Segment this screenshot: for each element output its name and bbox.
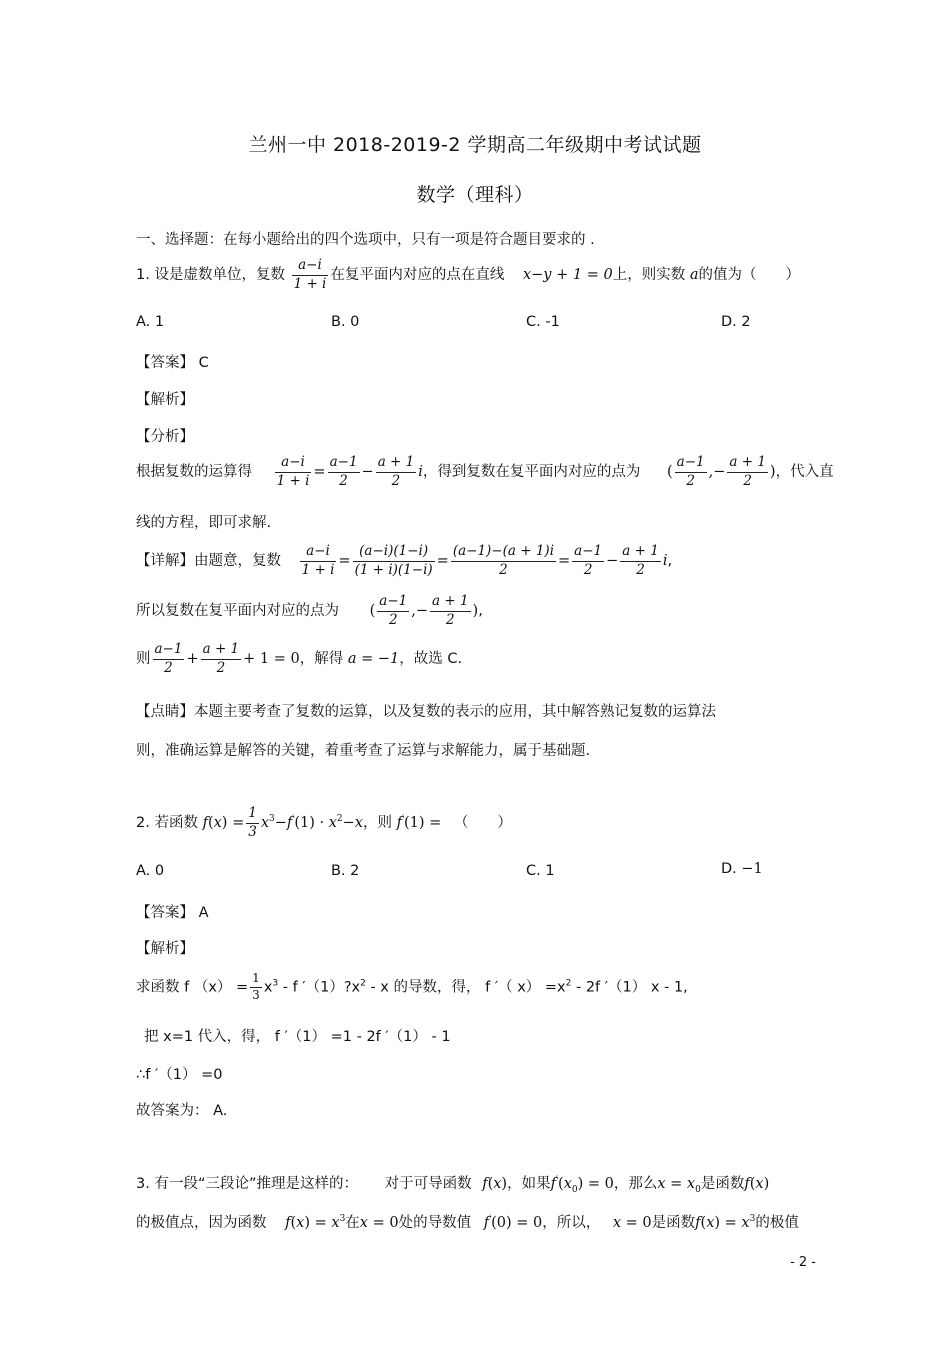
q1-fenxi-text: 根据复数的运算得 $\frac{a-i}{1 + i}$ = $\frac{a-1}{2}$ − $\frac{a + 1}{2}$ i，得到复数在复平面内对应的点为 ( $\frac{a-1}{2}$ ,− $\frac{a + 1}{2}$ )，代入直 [136, 454, 834, 489]
q2-solution-1: 求函数 f （x） = $\frac{1}{3}$ $x^3$ - f $'(1)?x^2$ - x 的导数，得， f ′（ $x) =x^2 - 2f$ ′（1） x - 1, [136, 971, 688, 1002]
q1-option-c: C. -1 [526, 314, 560, 330]
exam-subtitle: 数学（理科） [416, 184, 534, 206]
q1-analysis-label: 【解析】 [136, 392, 194, 408]
q1-remark-2: 则，准确运算是解答的关键，着重考查了运算与求解能力，属于基础题. [136, 743, 591, 759]
q1-answer: 【答案】 C [136, 355, 209, 371]
q2-option-b: B. 2 [331, 863, 360, 879]
q1-fenxi-text-2: 线的方程，即可求解. [136, 515, 272, 531]
q2-solution-4: 故答案为： A. [136, 1103, 228, 1119]
q1-option-d: D. 2 [721, 314, 751, 330]
question-2-stem: 2. 若函数 f(x) = $\frac{1}{3}$ $x^3-f'(1) \cdot x^2-x$，则 f′(1) = （ ） [136, 805, 512, 840]
question-3-line-2: 的极值点，因为函数 $f(x) = x^3$在x = 0处的导数值 f′(0) = 0，所以， x = 0是函数$f(x) = x^3$的极值 [136, 1214, 799, 1231]
q1-point: 所以复数在复平面内对应的点为 ( $\frac{a-1}{2}$ ,− $\frac{a + 1}{2}$ ), [136, 593, 483, 628]
q1-detail: 【详解】由题意，复数 $\frac{a-i}{1 + i}$ = $\frac{(a-i)(1-i)}{(1 + i)(1-i)}$ = $\frac{(a-1)-(a + 1)i}{2}$ = $\frac{a-1}{2}$ − $\frac{a + 1}{2}$ i, [136, 543, 673, 578]
q2-option-d: D. −1 [721, 861, 763, 877]
fraction: $\frac{a-i}{1 + i}$ [293, 257, 327, 292]
q1-fenxi-label: 【分析】 [136, 429, 194, 445]
q1-option-b: B. 0 [331, 314, 360, 330]
q1-option-a: A. 1 [136, 314, 165, 330]
q2-solution-3: ∴f ′（1） =0 [136, 1067, 223, 1083]
exam-title: 兰州一中 2018-2019-2 学期高二年级期中考试试题 [248, 134, 702, 156]
section-heading: 一、选择题：在每小题给出的四个选项中，只有一项是符合题目要求的 . [136, 232, 595, 248]
page-number: - 2 - [790, 1255, 816, 1270]
q2-option-a: A. 0 [136, 863, 165, 879]
q2-analysis-label: 【解析】 [136, 941, 194, 957]
q1-solve: 则 $\frac{a-1}{2}$ + $\frac{a + 1}{2}$ + 1 = 0，解得 a = −1，故选 C. [136, 641, 463, 676]
question-3-line-1: 3. 有一段“三段论”推理是这样的： 对于可导函数 f(x)，如果$f'(x_0) = 0$，那么$x = x_0$是函数f(x) [136, 1175, 770, 1195]
q1-remark-1: 【点睛】本题主要考查了复数的运算，以及复数的表示的应用，其中解答熟记复数的运算法 [136, 704, 716, 720]
q2-solution-2: 把 x=1 代入，得， f ′（1） =1 - 2f ′（1） - 1 [144, 1029, 451, 1045]
question-1-stem: 1. 设是虚数单位，复数 $\frac{a-i}{1 + i}$ 在复平面内对应的点在直线 x−y + 1 = 0上，则实数 a的值为（ ） [136, 257, 800, 292]
q2-option-c: C. 1 [526, 863, 555, 879]
q2-answer: 【答案】 A [136, 905, 209, 921]
